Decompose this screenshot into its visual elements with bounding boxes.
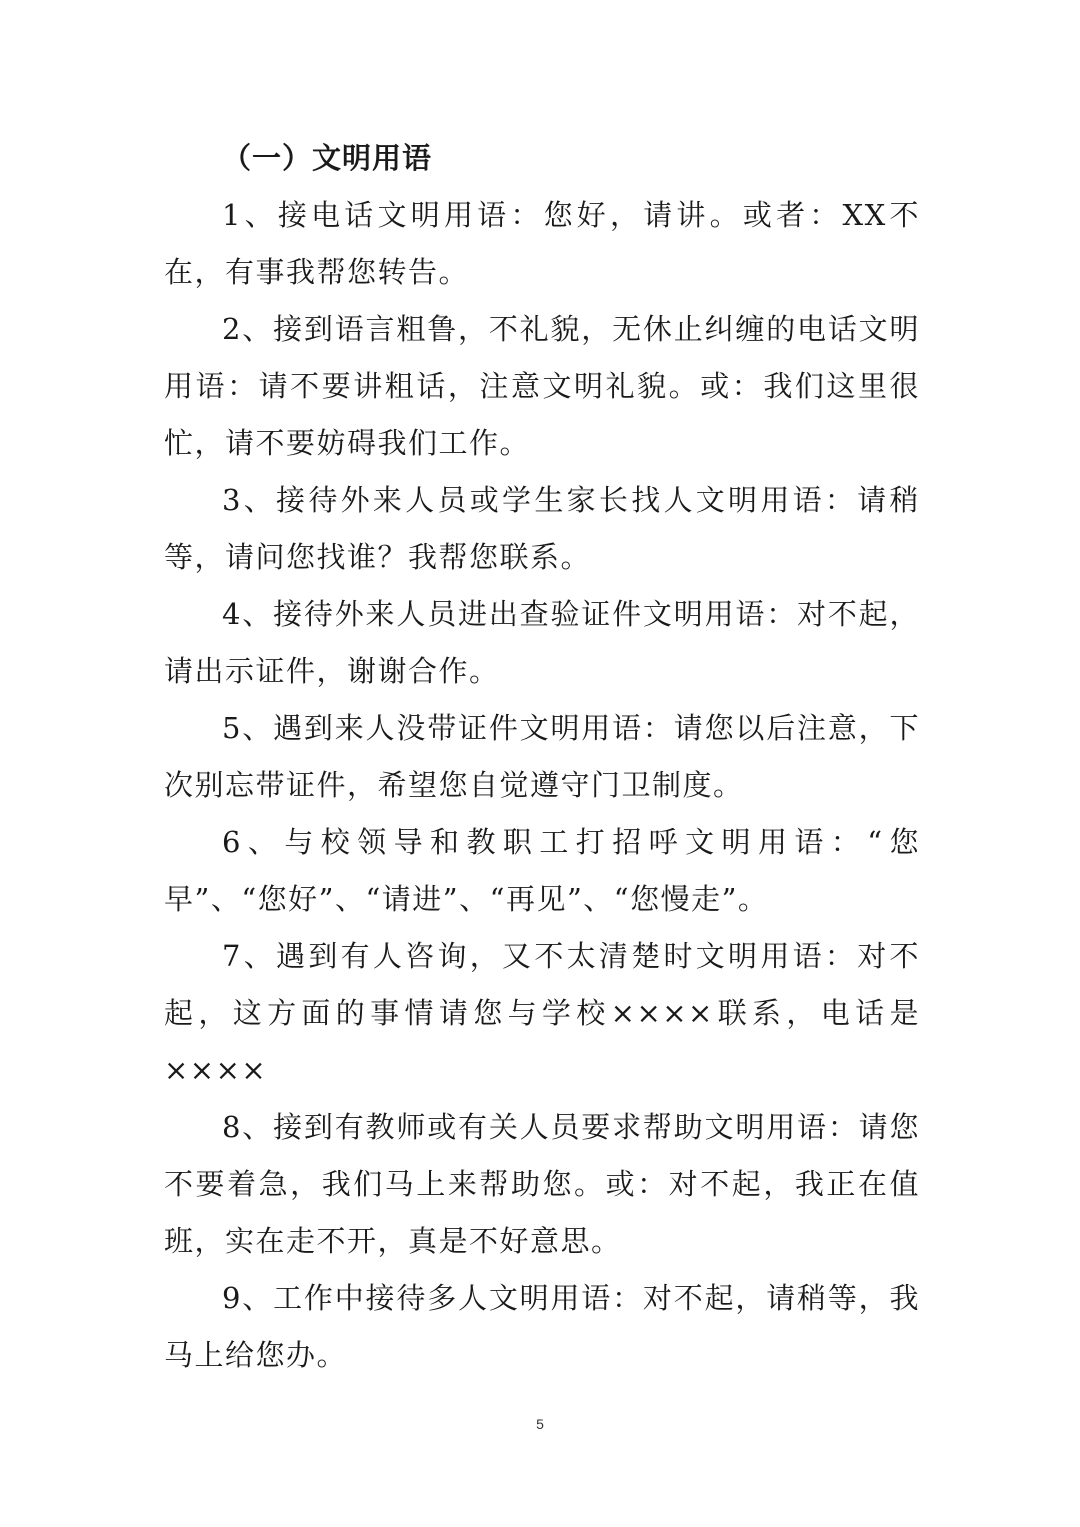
paragraph-7: 7、遇到有人咨询，又不太清楚时文明用语：对不起，这方面的事情请您与学校××××联系，电话是×××× — [164, 939, 920, 1087]
paragraph-4: 4、接待外来人员进出查验证件文明用语：对不起，请出示证件，谢谢合作。 — [164, 597, 920, 688]
paragraph-1: 1、接电话文明用语：您好，请讲。或者：XX不在，有事我帮您转告。 — [164, 198, 920, 289]
paragraph-8: 8、接到有教师或有关人员要求帮助文明用语：请您不要着急，我们马上来帮助您。或：对不起，我正在值班，实在走不开，真是不好意思。 — [164, 1110, 920, 1258]
paragraph-5: 5、遇到来人没带证件文明用语：请您以后注意，下次别忘带证件，希望您自觉遵守门卫制度。 — [164, 711, 920, 802]
section-heading: （一）文明用语 — [222, 141, 433, 175]
paragraph-6: 6、与校领导和教职工打招呼文明用语：“您早”、“您好”、“请进”、“再见”、“您慢走”。 — [164, 825, 920, 916]
page-number: 5 — [536, 1416, 544, 1432]
paragraph-9: 9、工作中接待多人文明用语：对不起，请稍等，我马上给您办。 — [164, 1281, 920, 1372]
page-content — [164, 130, 920, 1384]
paragraph-3: 3、接待外来人员或学生家长找人文明用语：请稍等，请问您找谁？我帮您联系。 — [164, 483, 920, 574]
paragraph-2: 2、接到语言粗鲁，不礼貌，无休止纠缠的电话文明用语：请不要讲粗话，注意文明礼貌。或：我们这里很忙，请不要妨碍我们工作。 — [164, 312, 920, 460]
